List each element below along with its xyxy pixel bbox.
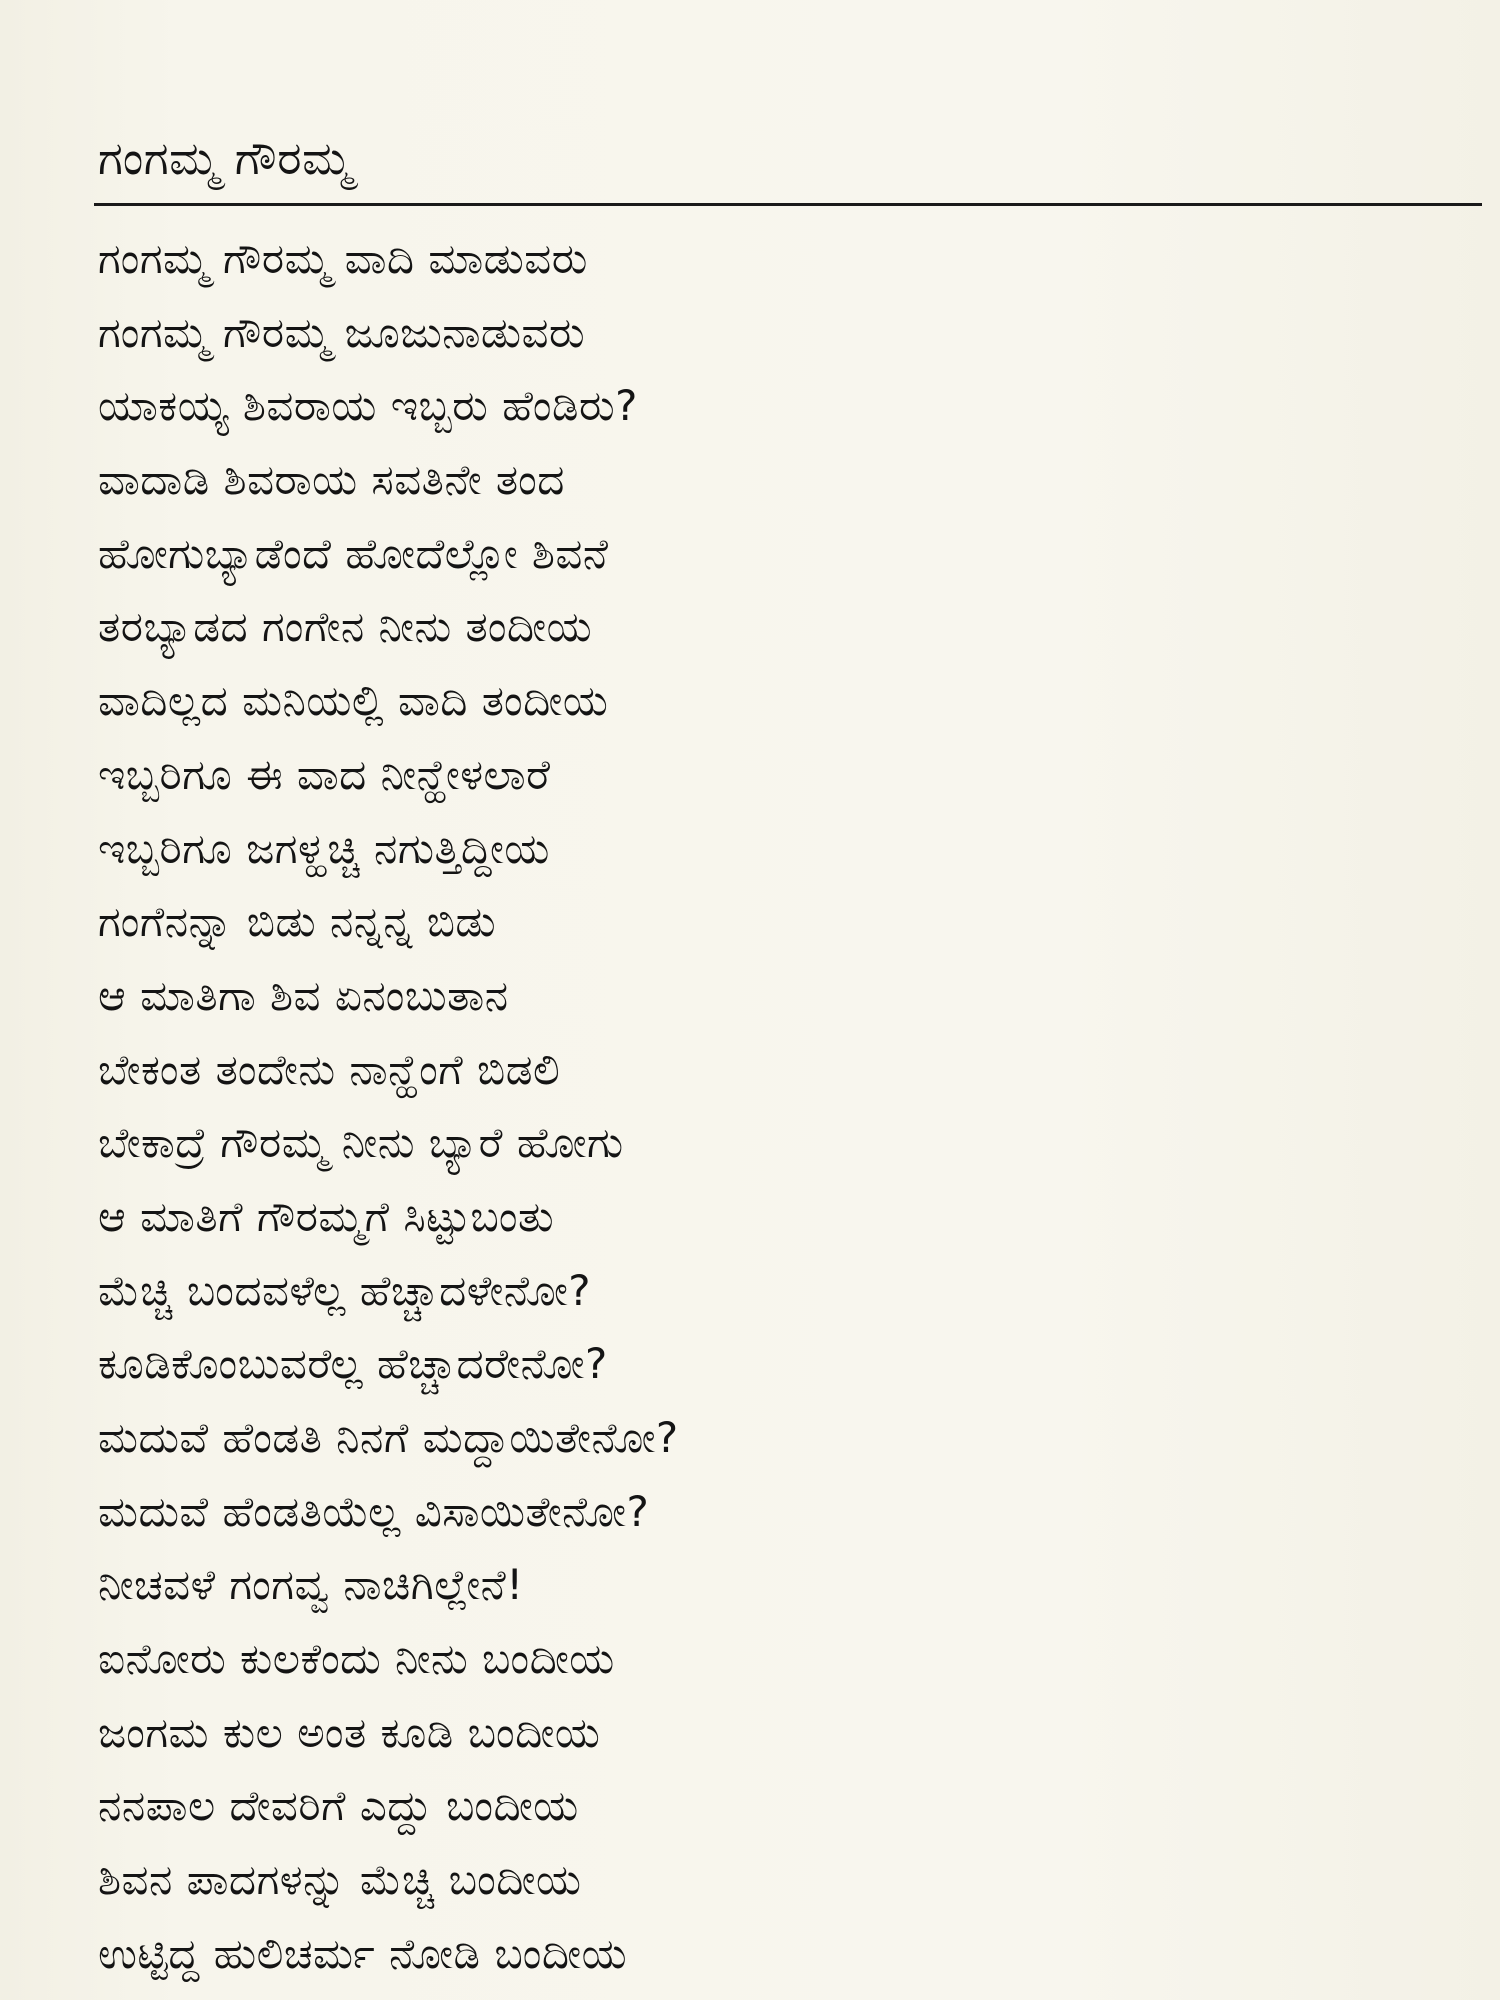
poem-line: ಕೂಡಿಕೊಂಬುವರೆಲ್ಲ ಹೆಚ್ಚಾದರೇನೋ? bbox=[98, 1339, 608, 1389]
poem-line: ಆ ಮಾತಿಗಾ ಶಿವ ಏನಂಬುತಾನ bbox=[98, 970, 509, 1020]
poem-lines bbox=[98, 222, 1398, 1991]
poem-line: ತರಬ್ಯಾಡದ ಗಂಗೇನ ನೀನು ತಂದೀಯ bbox=[98, 602, 593, 652]
poem-line: ಇಬ್ಬರಿಗೂ ಈ ವಾದ ನೀನ್ಹೇಳಲಾರೆ bbox=[98, 749, 551, 799]
poem-line: ಇಬ್ಬರಿಗೂ ಜಗಳ್ಹಚ್ಚಿ ನಗುತ್ತಿದ್ದೀಯ bbox=[98, 823, 550, 873]
poem-line: ಗಂಗಮ್ಮ ಗೌರಮ್ಮ ಜೂಜುನಾಡುವರು bbox=[98, 307, 586, 357]
poem-line: ಐನೋರು ಕುಲಕೆಂದು ನೀನು ಬಂದೀಯ bbox=[98, 1634, 615, 1684]
poem-title: ಗಂಗಮ್ಮ ಗೌರಮ್ಮ bbox=[98, 131, 353, 185]
poem-line: ಉಟ್ಟಿದ್ದ ಹುಲಿಚರ್ಮ ನೋಡಿ ಬಂದೀಯ bbox=[98, 1928, 628, 1978]
poem-line: ಮದುವೆ ಹೆಂಡತಿಯೆಲ್ಲ ವಿಸಾಯಿತೇನೋ? bbox=[98, 1486, 650, 1536]
poem-line: ಗಂಗಮ್ಮ ಗೌರಮ್ಮ ವಾದಿ ಮಾಡುವರು bbox=[98, 234, 588, 283]
title-rule bbox=[94, 203, 1482, 206]
poem-line: ಮೆಚ್ಚಿ ಬಂದವಳೆಲ್ಲ ಹೆಚ್ಚಾದಳೇನೋ? bbox=[98, 1265, 592, 1315]
poem-line: ಶಿವನ ಪಾದಗಳನ್ನು ಮೆಚ್ಚಿ ಬಂದೀಯ bbox=[98, 1855, 582, 1905]
poem-line: ನೀಚವಳೆ ಗಂಗವ್ವ ನಾಚಿಗಿಲ್ಲೇನೆ! bbox=[98, 1560, 524, 1610]
poem-line: ಆ ಮಾತಿಗೆ ಗೌರಮ್ಮಗೆ ಸಿಟ್ಟುಬಂತು bbox=[98, 1191, 555, 1241]
poem-line: ಯಾಕಯ್ಯ ಶಿವರಾಯ ಇಬ್ಬರು ಹೆಂಡಿರು? bbox=[98, 381, 638, 431]
poem-line: ಬೇಕಂತ ತಂದೇನು ನಾನ್ಹೆಂಗೆ ಬಿಡಲಿ bbox=[98, 1044, 561, 1094]
poem-line: ನನಪಾಲ ದೇವರಿಗೆ ಎದ್ದು ಬಂದೀಯ bbox=[98, 1781, 579, 1831]
poem-line: ವಾದಿಲ್ಲದ ಮನಿಯಲ್ಲಿ ವಾದಿ ತಂದೀಯ bbox=[98, 676, 609, 726]
poem-line: ಬೇಕಾದ್ರೆ ಗೌರಮ್ಮ ನೀನು ಬ್ಯಾರೆ ಹೋಗು bbox=[98, 1118, 624, 1168]
poem-line: ವಾದಾಡಿ ಶಿವರಾಯ ಸವತಿನೇ ತಂದ bbox=[98, 455, 565, 505]
poem-line: ಜಂಗಮ ಕುಲ ಅಂತ ಕೂಡಿ ಬಂದೀಯ bbox=[98, 1707, 601, 1757]
poem-line: ಹೋಗುಬ್ಯಾಡೆಂದೆ ಹೋದೆಲ್ಲೋ ಶಿವನೆ bbox=[98, 528, 609, 578]
poem-line: ಮದುವೆ ಹೆಂಡತಿ ನಿನಗೆ ಮದ್ದಾಯಿತೇನೋ? bbox=[98, 1413, 679, 1462]
poem-line: ಗಂಗೆನನ್ನಾ ಬಿಡು ನನ್ನನ್ನ ಬಿಡು bbox=[98, 897, 497, 947]
